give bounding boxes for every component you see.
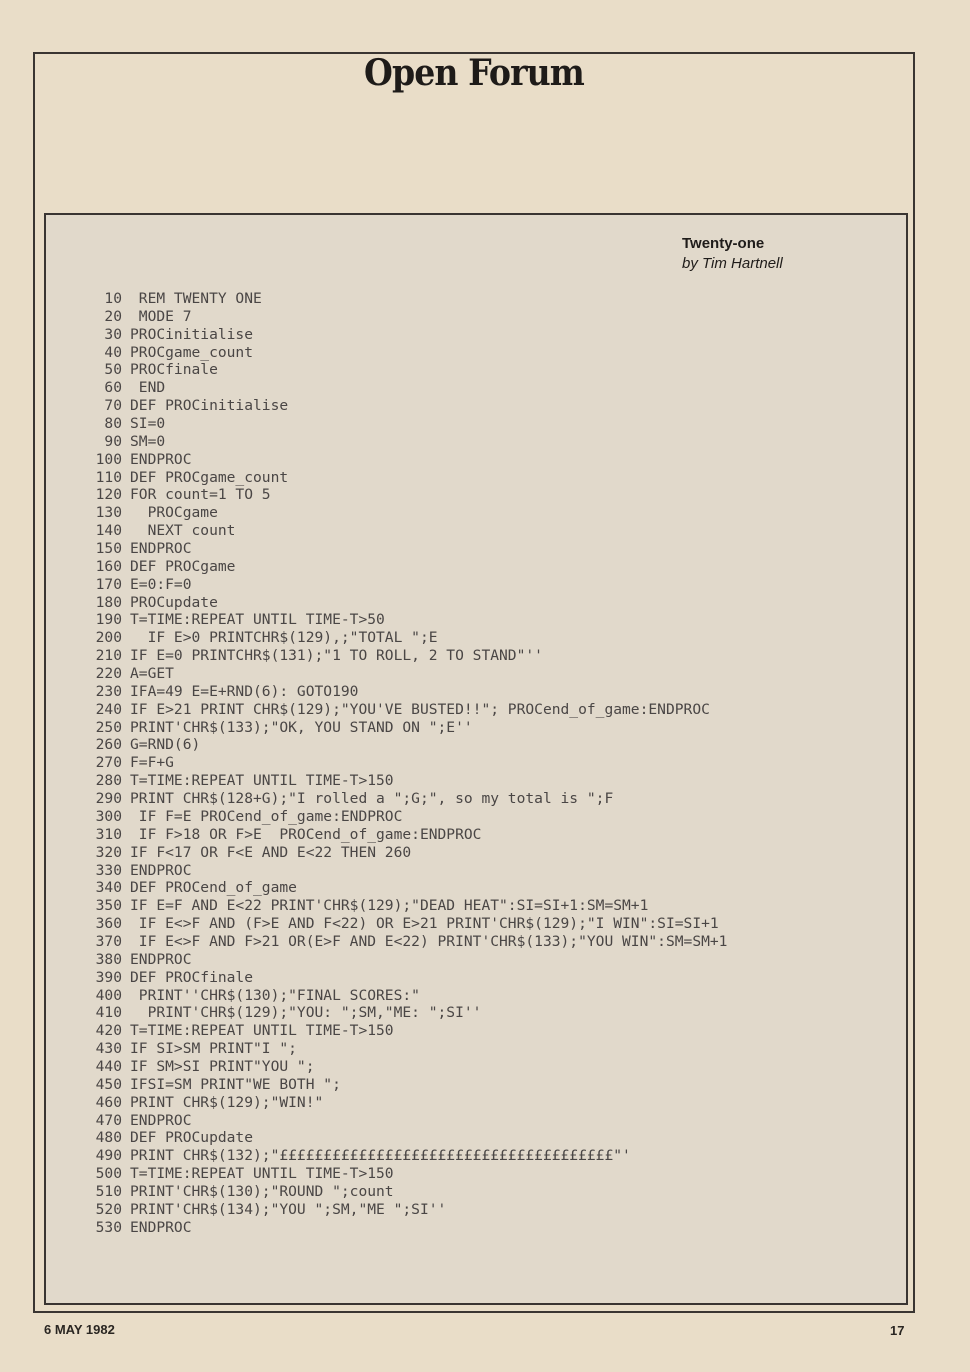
code-line — [82, 290, 727, 308]
code-statement: ENDPROC — [130, 861, 192, 879]
code-statement: PRINT'CHR$(129);"YOU: ";SM,"ME: ";SI'' — [130, 1004, 482, 1022]
line-number: 290 — [95, 790, 122, 808]
program-listing — [82, 290, 727, 1237]
code-statement: T=TIME:REPEAT UNTIL TIME-T>50 — [130, 611, 385, 629]
code-statement: PROCfinale — [130, 361, 218, 379]
code-line — [82, 862, 727, 880]
code-line — [82, 1022, 727, 1040]
code-line — [82, 415, 727, 433]
code-statement: IF SM>SI PRINT"YOU "; — [130, 1057, 315, 1075]
code-line — [82, 897, 727, 915]
line-number: 50 — [104, 361, 122, 379]
code-statement: IF E=F AND E<22 PRINT'CHR$(129);"DEAD HEAT":SI=SI+1:SM=SM+1 — [130, 897, 649, 915]
code-statement: ENDPROC — [130, 450, 192, 468]
code-line — [82, 1183, 727, 1201]
line-number: 150 — [95, 540, 122, 558]
code-line — [82, 1147, 727, 1165]
line-number: 230 — [95, 682, 122, 700]
code-statement: T=TIME:REPEAT UNTIL TIME-T>150 — [130, 1165, 394, 1183]
code-line — [82, 969, 727, 987]
code-line — [82, 772, 727, 790]
code-line — [82, 951, 727, 969]
line-number: 250 — [95, 718, 122, 736]
line-number: 40 — [104, 343, 122, 361]
line-number: 470 — [95, 1111, 122, 1129]
line-number: 350 — [95, 897, 122, 915]
code-line — [82, 397, 727, 415]
code-statement: G=RND(6) — [130, 736, 201, 754]
code-line — [82, 433, 727, 451]
line-number: 320 — [95, 843, 122, 861]
code-statement: FOR count=1 TO 5 — [130, 486, 271, 504]
code-line — [82, 451, 727, 469]
code-line — [82, 844, 727, 862]
code-statement: ENDPROC — [130, 1111, 192, 1129]
code-line — [82, 576, 727, 594]
code-statement: DEF PROCfinale — [130, 968, 254, 986]
code-statement: PRINT'CHR$(134);"YOU ";SM,"ME ";SI'' — [130, 1200, 447, 1218]
article-author: by Tim Hartnell — [682, 255, 783, 272]
line-number: 60 — [104, 379, 122, 397]
code-statement: A=GET — [130, 665, 174, 683]
code-line — [82, 1219, 727, 1237]
line-number: 450 — [95, 1075, 122, 1093]
line-number: 110 — [95, 468, 122, 486]
code-statement: F=F+G — [130, 754, 174, 772]
line-number: 300 — [95, 807, 122, 825]
code-line — [82, 326, 727, 344]
code-statement: DEF PROCgame — [130, 557, 236, 575]
code-line — [82, 558, 727, 576]
code-statement: NEXT count — [130, 522, 236, 540]
line-number: 260 — [95, 736, 122, 754]
footer-page-number: 17 — [890, 1323, 905, 1338]
code-line — [82, 540, 727, 558]
line-number: 130 — [95, 504, 122, 522]
code-statement: E=0:F=0 — [130, 575, 192, 593]
line-number: 490 — [95, 1147, 122, 1165]
code-statement: SI=0 — [130, 415, 166, 433]
code-line — [82, 1129, 727, 1147]
code-line — [82, 736, 727, 754]
line-number: 30 — [104, 325, 122, 343]
code-statement: PRINT''CHR$(130);"FINAL SCORES:" — [130, 986, 420, 1004]
code-statement: PRINT'CHR$(130);"ROUND ";count — [130, 1182, 394, 1200]
code-line — [82, 1094, 727, 1112]
code-line — [82, 522, 727, 540]
page-title: Open Forum — [364, 52, 584, 94]
line-number: 380 — [95, 950, 122, 968]
code-line — [82, 1201, 727, 1219]
line-number: 370 — [95, 932, 122, 950]
line-number: 420 — [95, 1022, 122, 1040]
code-statement: PRINT CHR$(132);"££££££££££££££££££££££££££££££££££££££"' — [130, 1147, 631, 1165]
code-statement: ENDPROC — [130, 1218, 192, 1236]
code-line — [82, 469, 727, 487]
code-statement: PROCgame_count — [130, 343, 254, 361]
code-statement: IF E<>F AND F>21 OR(E>F AND E<22) PRINT'CHR$(133);"YOU WIN":SM=SM+1 — [130, 932, 728, 950]
code-statement: PROCupdate — [130, 593, 218, 611]
code-line — [82, 629, 727, 647]
code-line — [82, 1040, 727, 1058]
code-line — [82, 504, 727, 522]
code-line — [82, 647, 727, 665]
code-statement: ENDPROC — [130, 950, 192, 968]
line-number: 220 — [95, 665, 122, 683]
code-line — [82, 611, 727, 629]
code-statement: PRINT CHR$(129);"WIN!" — [130, 1093, 324, 1111]
code-statement: IF E>21 PRINT CHR$(129);"YOU'VE BUSTED!!"; PROCend_of_game:ENDPROC — [130, 700, 710, 718]
code-line — [82, 361, 727, 379]
line-number: 80 — [104, 415, 122, 433]
line-number: 20 — [104, 307, 122, 325]
code-statement: REM TWENTY ONE — [130, 290, 262, 307]
line-number: 440 — [95, 1057, 122, 1075]
code-line — [82, 1058, 727, 1076]
code-statement: PROCinitialise — [130, 325, 254, 343]
line-number: 10 — [104, 290, 122, 307]
code-line — [82, 379, 727, 397]
code-line — [82, 1004, 727, 1022]
line-number: 400 — [95, 986, 122, 1004]
code-line — [82, 808, 727, 826]
code-line — [82, 933, 727, 951]
code-statement: IFSI=SM PRINT"WE BOTH "; — [130, 1075, 341, 1093]
code-line — [82, 683, 727, 701]
code-statement: IF SI>SM PRINT"I "; — [130, 1040, 297, 1058]
code-line — [82, 790, 727, 808]
line-number: 240 — [95, 700, 122, 718]
code-line — [82, 344, 727, 362]
code-line — [82, 826, 727, 844]
code-statement: IF F<17 OR F<E AND E<22 THEN 260 — [130, 843, 412, 861]
line-number: 90 — [104, 432, 122, 450]
code-line — [82, 987, 727, 1005]
footer-date: 6 MAY 1982 — [44, 1322, 115, 1337]
code-statement: IF F=E PROCend_of_game:ENDPROC — [130, 807, 403, 825]
code-line — [82, 1165, 727, 1183]
line-number: 340 — [95, 879, 122, 897]
code-line — [82, 486, 727, 504]
line-number: 70 — [104, 397, 122, 415]
code-statement: DEF PROCend_of_game — [130, 879, 297, 897]
line-number: 460 — [95, 1093, 122, 1111]
code-statement: DEF PROCupdate — [130, 1129, 254, 1147]
code-statement: DEF PROCgame_count — [130, 468, 289, 486]
code-statement: ENDPROC — [130, 540, 192, 558]
line-number: 330 — [95, 861, 122, 879]
line-number: 310 — [95, 825, 122, 843]
line-number: 180 — [95, 593, 122, 611]
code-statement: PROCgame — [130, 504, 218, 522]
code-line — [82, 308, 727, 326]
line-number: 390 — [95, 968, 122, 986]
code-line — [82, 915, 727, 933]
code-line — [82, 1112, 727, 1130]
code-statement: IF E>0 PRINTCHR$(129),;"TOTAL ";E — [130, 629, 438, 647]
code-statement: SM=0 — [130, 432, 166, 450]
line-number: 530 — [95, 1218, 122, 1236]
article-byline — [682, 234, 783, 274]
line-number: 520 — [95, 1200, 122, 1218]
code-statement: PRINT CHR$(128+G);"I rolled a ";G;", so my total is ";F — [130, 790, 614, 808]
line-number: 120 — [95, 486, 122, 504]
code-line — [82, 701, 727, 719]
line-number: 410 — [95, 1004, 122, 1022]
line-number: 430 — [95, 1040, 122, 1058]
line-number: 100 — [95, 450, 122, 468]
code-statement: IF E<>F AND (F>E AND F<22) OR E>21 PRINT'CHR$(129);"I WIN":SI=SI+1 — [130, 915, 719, 933]
code-statement: IF E=0 PRINTCHR$(131);"1 TO ROLL, 2 TO STAND"'' — [130, 647, 543, 665]
code-statement: DEF PROCinitialise — [130, 397, 289, 415]
line-number: 500 — [95, 1165, 122, 1183]
article-heading: Twenty-one — [682, 235, 765, 252]
code-line — [82, 754, 727, 772]
code-line — [82, 879, 727, 897]
code-statement: T=TIME:REPEAT UNTIL TIME-T>150 — [130, 772, 394, 790]
code-line — [82, 594, 727, 612]
line-number: 510 — [95, 1182, 122, 1200]
code-line — [82, 665, 727, 683]
code-line — [82, 719, 727, 737]
code-statement: T=TIME:REPEAT UNTIL TIME-T>150 — [130, 1022, 394, 1040]
line-number: 140 — [95, 522, 122, 540]
line-number: 360 — [95, 915, 122, 933]
line-number: 200 — [95, 629, 122, 647]
line-number: 270 — [95, 754, 122, 772]
code-line — [82, 1076, 727, 1094]
line-number: 170 — [95, 575, 122, 593]
line-number: 480 — [95, 1129, 122, 1147]
line-number: 210 — [95, 647, 122, 665]
line-number: 280 — [95, 772, 122, 790]
line-number: 160 — [95, 557, 122, 575]
line-number: 190 — [95, 611, 122, 629]
code-statement: MODE 7 — [130, 307, 192, 325]
code-statement: PRINT'CHR$(133);"OK, YOU STAND ON ";E'' — [130, 718, 473, 736]
code-statement: END — [130, 379, 166, 397]
code-statement: IFA=49 E=E+RND(6): GOTO190 — [130, 682, 359, 700]
code-statement: IF F>18 OR F>E PROCend_of_game:ENDPROC — [130, 825, 482, 843]
